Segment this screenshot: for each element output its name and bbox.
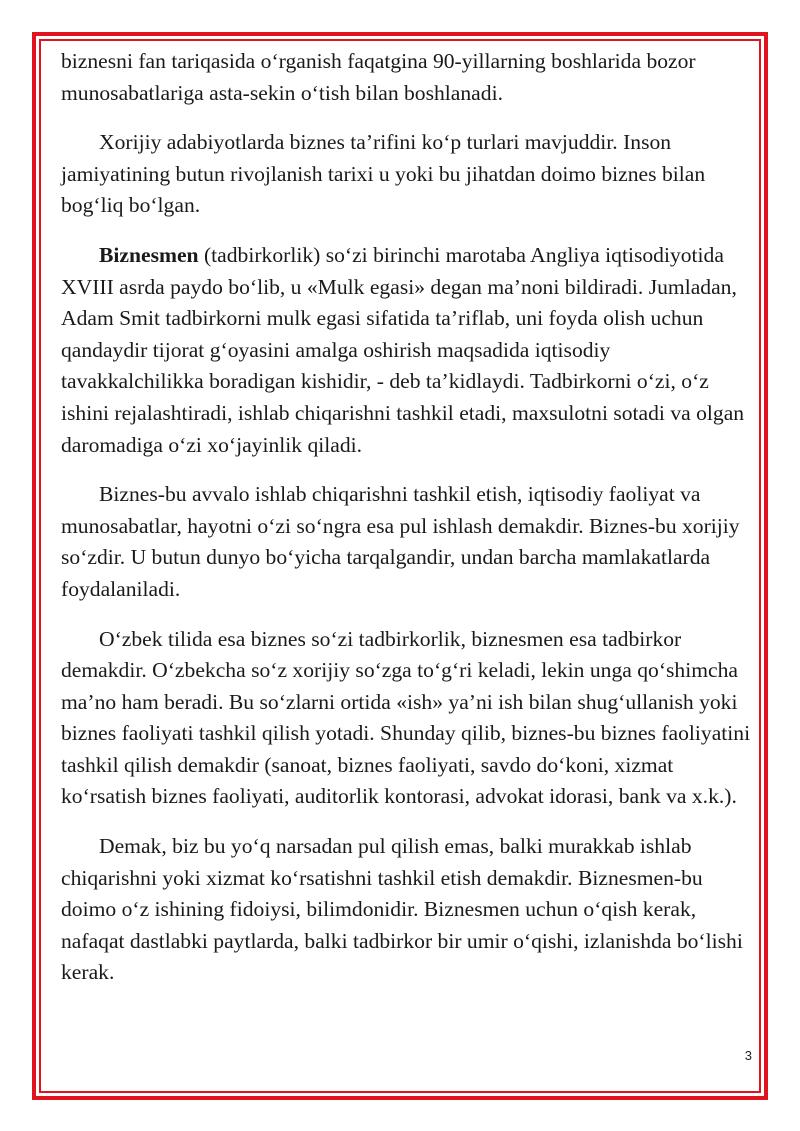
document-body <box>61 46 753 1007</box>
paragraph-text: Biznes-bu avvalo ishlab chiqarishni tashkil etish, iqtisodiy faoliyat va munosabatlar, hayotni o‘zi so‘ngra esa pul ishlash demakdir. Biznes-bu xorijiy so‘zdir. U butun dunyo bo‘yicha tarqalgandir, undan barcha mamlakatlarda foydalaniladi. <box>61 482 740 601</box>
paragraph-6 <box>61 831 753 989</box>
paragraph-text: (tadbirkorlik) so‘zi birinchi marotaba Angliya iqtisodiyotida XVIII asrda paydo bo‘lib, u «Mulk egasi» degan ma’noni bildiradi. Jumladan, Adam Smit tadbirkorni mulk egasi sifatida ta’riflab, uni foyda olish uchun qandaydir tijorat g‘oyasini amalga oshirish maqsadida iqtisodiy tavakkalchilikka boradigan kishidir, - deb ta’kidlaydi. Tadbirkorni o‘zi, o‘z ishini rejalashtiradi, ishlab chiqarishni tashkil etadi, maxsulotni sotadi va olgan daromadiga o‘zi xo‘jayinlik qiladi. <box>61 242 745 457</box>
paragraph-text: Xorijiy adabiyotlarda biznes ta’rifini ko‘p turlari mavjuddir. Inson jamiyatining butun rivojlanish tarixi u yoki bu jihatdan doimo biznes bilan bog‘liq bo‘lgan. <box>61 130 706 218</box>
paragraph-4 <box>61 479 753 605</box>
bold-term: Biznesmen <box>99 242 199 267</box>
page-number: 3 <box>744 1048 752 1063</box>
paragraph-text: biznesni fan tariqasida o‘rganish faqatgina 90-yillarning boshlarida bozor munosabatlariga asta-sekin o‘tish bilan boshlanadi. <box>61 49 696 105</box>
paragraph-1 <box>61 46 753 109</box>
paragraph-2 <box>61 127 753 222</box>
paragraph-5 <box>61 624 753 814</box>
paragraph-3 <box>61 240 753 461</box>
paragraph-text: Demak, biz bu yo‘q narsadan pul qilish emas, balki murakkab ishlab chiqarishni yoki xizmat ko‘rsatishni tashkil etish demakdir. Biznesmen-bu doimo o‘z ishining fidoiysi, bilimdonidir. Biznesmen uchun o‘qish kerak, nafaqat dastlabki paytlarda, balki tadbirkor bir umir o‘qishi, izlanishda bo‘lishi kerak. <box>61 834 743 985</box>
paragraph-text: O‘zbek tilida esa biznes so‘zi tadbirkorlik, biznesmen esa tadbirkor demakdir. O‘zbekcha so‘z xorijiy so‘zga to‘g‘ri keladi, lekin unga qo‘shimcha ma’no ham beradi. Bu so‘zlarni ortida «ish» ya’ni ish bilan shug‘ullanish yoki biznes faoliyati tashkil qilish yotadi. Shunday qilib, biznes-bu biznes faoliyatini tashkil qilish demakdir (sanoat, biznes faoliyati, savdo do‘koni, xizmat ko‘rsatish biznes faoliyati, auditorlik kontorasi, advokat idorasi, bank va x.k.). <box>61 626 751 809</box>
